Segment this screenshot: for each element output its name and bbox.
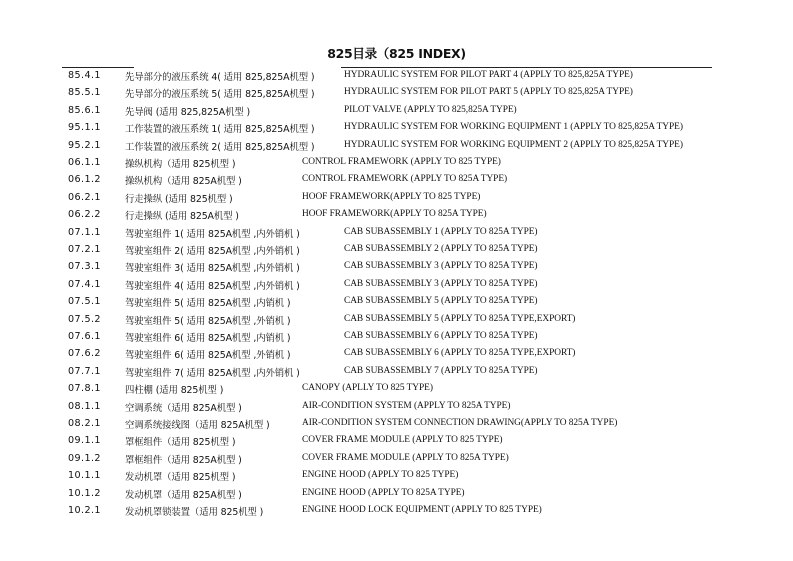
index-row [0,416,793,434]
index-row [0,433,793,451]
section-code: 08.1.1 [68,400,101,412]
index-row [0,155,793,173]
chinese-title: 先导部分的液压系统 5( 适用 825,825A机型 ) [125,89,315,101]
english-title: HOOF FRAMEWORK(APPLY TO 825 TYPE) [302,191,481,202]
chinese-title: 罩框组件（适用 825机型 ) [125,437,236,449]
english-title: CAB SUBASSEMBLY 1 (APPLY TO 825A TYPE) [344,226,538,237]
english-title: COVER FRAME MODULE (APPLY TO 825A TYPE) [302,452,509,463]
section-code: 85.4.1 [68,70,101,81]
section-code: 08.2.1 [68,418,101,429]
english-title: HYDRAULIC SYSTEM FOR PILOT PART 4 (APPLY TO 825,825A TYPE) [344,70,633,80]
section-code: 06.2.2 [68,209,101,221]
english-title: ENGINE HOOD LOCK EQUIPMENT (APPLY TO 825 TYPE) [302,505,542,515]
chinese-title: 驾驶室组件 1( 适用 825A机型 ,内外销机 ) [125,228,300,240]
english-title: CAB SUBASSEMBLY 2 (APPLY TO 825A TYPE) [344,244,538,254]
index-row [0,190,793,208]
english-title: CAB SUBASSEMBLY 5 (APPLY TO 825A TYPE) [344,296,538,307]
section-code: 10.1.2 [68,487,101,499]
english-title: CAB SUBASSEMBLY 6 (APPLY TO 825A TYPE,EXPORT) [344,348,576,359]
index-row [0,207,793,225]
chinese-title: 空调系统（适用 825A机型 ) [125,402,242,414]
section-code: 07.7.1 [68,365,101,377]
chinese-title: 空调系统接线图（适用 825A机型 ) [125,420,270,431]
english-title: CAB SUBASSEMBLY 3 (APPLY TO 825A TYPE) [344,261,538,272]
english-title: CAB SUBASSEMBLY 3 (APPLY TO 825A TYPE) [344,278,538,289]
section-code: 95.2.1 [68,139,101,151]
chinese-title: 先导阀 (适用 825,825A机型 ) [125,106,251,118]
section-code: 07.8.1 [68,383,101,395]
english-title: HYDRAULIC SYSTEM FOR PILOT PART 5 (APPLY TO 825,825A TYPE) [344,87,633,98]
english-title: ENGINE HOOD (APPLY TO 825A TYPE) [302,487,465,498]
chinese-title: 发动机罩锁装置（适用 825机型 ) [125,507,264,518]
section-code: 10.2.1 [68,505,101,516]
english-title: CONTROL FRAMEWORK (APPLY TO 825A TYPE) [302,174,508,185]
chinese-title: 罩框组件（适用 825A机型 ) [125,454,242,466]
chinese-title: 工作装置的液压系统 1( 适用 825,825A机型 ) [125,124,315,136]
chinese-title: 驾驶室组件 2( 适用 825A机型 ,内外销机 ) [125,246,300,257]
chinese-title: 驾驶室组件 7( 适用 825A机型 ,内外销机 ) [125,367,300,379]
english-title: HOOF FRAMEWORK(APPLY TO 825A TYPE) [302,209,487,220]
index-row [0,259,793,277]
index-row [0,103,793,121]
section-code: 07.1.1 [68,226,101,238]
english-title: AIR-CONDITION SYSTEM (APPLY TO 825A TYPE) [302,400,511,411]
chinese-title: 驾驶室组件 6( 适用 825A机型 ,外销机 ) [125,350,291,362]
english-title: CANOPY (APLLY TO 825 TYPE) [302,383,433,394]
english-title: AIR-CONDITION SYSTEM CONNECTION DRAWING(APPLY TO 825A TYPE) [302,418,618,428]
index-row [0,329,793,347]
english-title: PILOT VALVE (APPLY TO 825,825A TYPE) [344,104,517,115]
index-row [0,120,793,138]
index-row [0,68,793,86]
section-code: 07.6.2 [68,348,101,360]
index-row [0,225,793,243]
section-code: 10.1.1 [68,470,101,482]
index-row [0,486,793,504]
chinese-title: 驾驶室组件 3( 适用 825A机型 ,内外销机 ) [125,263,300,275]
index-row [0,468,793,486]
index-row [0,85,793,103]
english-title: HYDRAULIC SYSTEM FOR WORKING EQUIPMENT 1 (APPLY TO 825,825A TYPE) [344,122,683,133]
english-title: HYDRAULIC SYSTEM FOR WORKING EQUIPMENT 2 (APPLY TO 825,825A TYPE) [344,139,683,150]
index-row [0,451,793,469]
section-code: 06.1.1 [68,157,101,168]
chinese-title: 发动机罩（适用 825机型 ) [125,472,236,484]
index-row [0,364,793,382]
english-title: CAB SUBASSEMBLY 5 (APPLY TO 825A TYPE,EXPORT) [344,313,576,324]
index-row [0,312,793,330]
section-code: 09.1.1 [68,435,101,447]
index-row [0,277,793,295]
chinese-title: 操纵机构（适用 825机型 ) [125,159,236,170]
section-code: 07.5.2 [68,313,101,325]
index-row [0,172,793,190]
english-title: CAB SUBASSEMBLY 7 (APPLY TO 825A TYPE) [344,365,538,376]
section-code: 07.5.1 [68,296,101,308]
section-code: 07.3.1 [68,261,101,273]
chinese-title: 先导部分的液压系统 4( 适用 825,825A机型 ) [125,72,315,83]
chinese-title: 发动机罩（适用 825A机型 ) [125,489,242,501]
index-row [0,242,793,260]
english-title: CONTROL FRAMEWORK (APPLY TO 825 TYPE) [302,157,501,167]
chinese-title: 行走操纵 (适用 825A机型 ) [125,211,239,223]
index-row [0,294,793,312]
section-code: 95.1.1 [68,122,101,134]
index-row [0,399,793,417]
chinese-title: 四柱棚 (适用 825机型 ) [125,385,224,397]
index-row [0,503,793,521]
chinese-title: 驾驶室组件 5( 适用 825A机型 ,内销机 ) [125,298,291,310]
section-code: 06.1.2 [68,174,101,186]
chinese-title: 行走操纵 (适用 825机型 ) [125,193,233,205]
section-code: 06.2.1 [68,191,101,203]
chinese-title: 驾驶室组件 4( 适用 825A机型 ,内外销机 ) [125,280,300,292]
english-title: CAB SUBASSEMBLY 6 (APPLY TO 825A TYPE) [344,331,538,341]
section-code: 85.5.1 [68,87,101,99]
section-code: 85.6.1 [68,104,101,116]
page-title: 825目录（825 INDEX) [327,46,466,61]
section-code: 09.1.2 [68,452,101,464]
section-code: 07.6.1 [68,331,101,342]
chinese-title: 操纵机构（适用 825A机型 ) [125,176,242,188]
chinese-title: 驾驶室组件 5( 适用 825A机型 ,外销机 ) [125,315,291,327]
english-title: COVER FRAME MODULE (APPLY TO 825 TYPE) [302,435,503,446]
chinese-title: 驾驶室组件 6( 适用 825A机型 ,内销机 ) [125,333,291,344]
index-row [0,138,793,156]
section-code: 07.4.1 [68,278,101,290]
section-code: 07.2.1 [68,244,101,255]
english-title: ENGINE HOOD (APPLY TO 825 TYPE) [302,470,459,481]
index-row [0,381,793,399]
index-row [0,346,793,364]
chinese-title: 工作装置的液压系统 2( 适用 825,825A机型 ) [125,141,315,153]
